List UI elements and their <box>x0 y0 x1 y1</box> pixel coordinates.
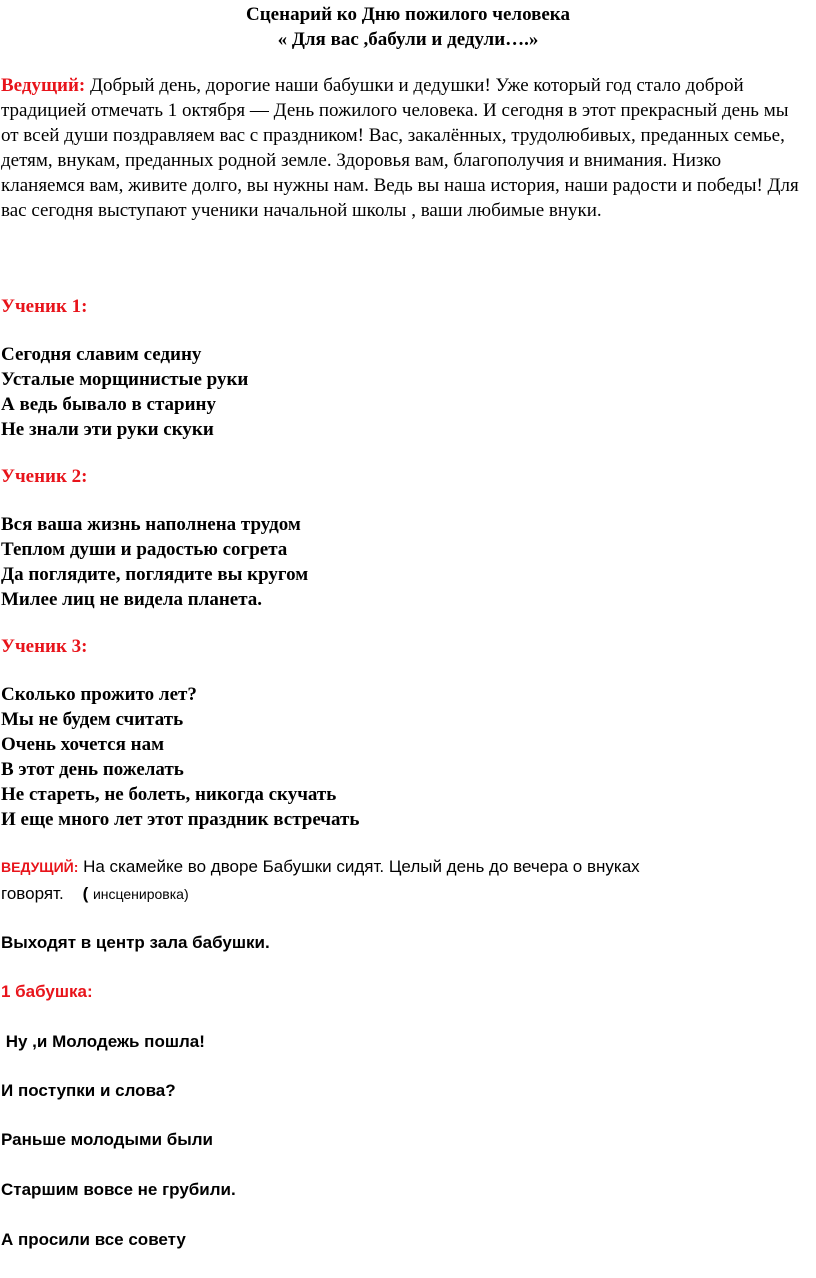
student2-label: Ученик 2: <box>1 466 88 487</box>
student3-line: Сколько прожито лет? <box>1 684 197 705</box>
student2-line: Вся ваша жизнь наполнена трудом <box>1 514 301 535</box>
student2-line: Милее лиц не видела планета. <box>1 589 263 610</box>
host2-text-line1: На скамейке во дворе Бабушки сидят. Целый день до вечера о внуках <box>83 857 640 876</box>
student3-line: И еще много лет этот праздник встречать <box>1 809 360 830</box>
student1-line: А ведь бывало в старину <box>1 394 216 415</box>
grandma1-line: Раньше молодыми были <box>1 1130 214 1149</box>
student2-line: Да поглядите, поглядите вы кругом <box>1 564 309 585</box>
student3-line: Очень хочется нам <box>1 734 165 755</box>
student1-line: Не знали эти руки скуки <box>1 419 214 440</box>
host2-note: инсценировка) <box>92 886 189 902</box>
grandma1-line: Старшим вовсе не грубили. <box>1 1180 236 1199</box>
student2-line: Теплом души и радостью согрета <box>1 539 288 560</box>
student1-label: Ученик 1: <box>1 296 88 317</box>
student1-line: Сегодня славим седину <box>1 344 202 365</box>
student3-line: Мы не будем считать <box>1 709 184 730</box>
stage-direction: Выходят в центр зала бабушки. <box>1 933 270 952</box>
host-label: Ведущий: <box>1 75 86 96</box>
document-title-line2: « Для вас ,бабули и дедули….» <box>277 29 539 50</box>
student3-label: Ученик 3: <box>1 636 88 657</box>
host-intro-text: Добрый день, дорогие наши бабушки и дедушки! Уже который год стало доброй традицией отмечать 1 октября — День пожилого человека. И сегодня в этот прекрасный день мы от всей души поздравляем вас с праздником! Вас, закалённых, трудолюбивых, преданных семье, детям, внукам, преданных родной земле. Здоровья вам, благополучия и внимания. Низко кланяемся вам, живите долго, вы нужны нам. Ведь вы наша история, наши радости и победы! Для вас сегодня выступают ученики начальной школы , ваши любимые внуки. <box>1 75 799 221</box>
grandma1-line: Ну ,и Молодежь пошла! <box>1 1032 205 1051</box>
student3-line: Не стареть, не болеть, никогда скучать <box>1 784 337 805</box>
host2-label: ВЕДУЩИЙ: <box>1 859 79 875</box>
grandma1-line: И поступки и слова? <box>1 1081 176 1100</box>
document-title-line1: Сценарий ко Дню пожилого человека <box>246 4 570 25</box>
host-intro-paragraph <box>1 73 806 223</box>
student1-line: Усталые морщинистые руки <box>1 369 249 390</box>
host2-line1 <box>1 855 640 879</box>
host2-text-line2: говорят. <box>1 884 64 903</box>
grandma1-label: 1 бабушка: <box>1 982 93 1001</box>
grandma1-line: А просили все совету <box>1 1230 186 1249</box>
student3-line: В этот день пожелать <box>1 759 184 780</box>
host2-line2 <box>1 882 189 906</box>
host2-paren: ( <box>82 884 89 903</box>
